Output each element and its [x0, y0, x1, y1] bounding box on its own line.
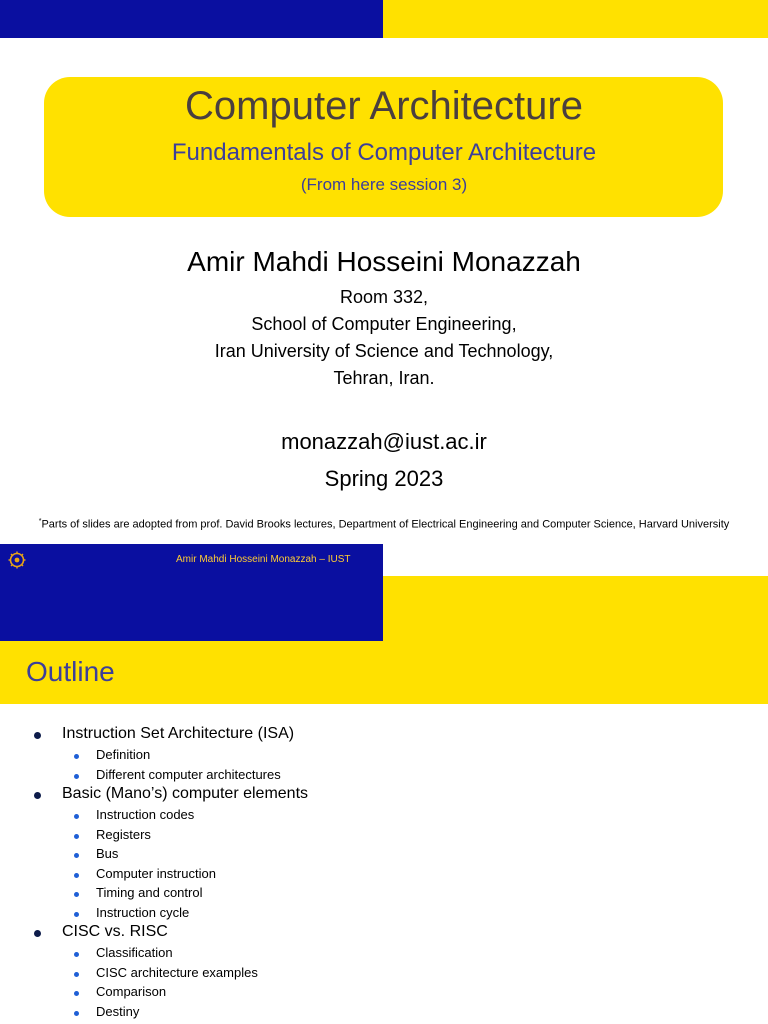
- list-item: Destiny: [30, 1002, 750, 1022]
- list-item: Computer instruction: [30, 864, 750, 884]
- term: Spring 2023: [324, 466, 444, 491]
- list-item: Different computer architectures: [30, 765, 750, 785]
- slide-subtitle: Fundamentals of Computer Architecture: [171, 139, 597, 166]
- list-item: Instruction codes: [30, 805, 750, 825]
- footer-author: Amir Mahdi Hosseini Monazzah – IUST: [176, 554, 351, 565]
- outline-heading: Outline: [26, 656, 115, 687]
- author-email: monazzah@iust.ac.ir: [281, 429, 487, 454]
- session-note: (From here session 3): [300, 175, 468, 194]
- list-item: Registers: [30, 825, 750, 845]
- footnote-mark: *: [38, 518, 42, 525]
- address-line-university: Iran University of Science and Technology,: [214, 341, 554, 361]
- header-white-strip: [383, 544, 768, 576]
- list-item: Classification: [30, 943, 750, 963]
- list-item: Bus: [30, 844, 750, 864]
- top-blue-bar: [0, 0, 383, 38]
- top-yellow-bar: [383, 0, 768, 38]
- list-item: Basic (Mano’s) computer elements: [30, 784, 750, 804]
- list-item: Comparison: [30, 982, 750, 1002]
- list-item: Timing and control: [30, 883, 750, 903]
- footnote: [0, 518, 768, 531]
- outline-list: [30, 724, 750, 1021]
- heading-band: [0, 641, 768, 704]
- university-seal-icon: [8, 551, 26, 569]
- list-item: CISC architecture examples: [30, 963, 750, 983]
- address-line-room: Room 332,: [339, 287, 429, 307]
- list-item: Instruction Set Architecture (ISA): [30, 724, 750, 744]
- footnote-text: Parts of slides are adopted from prof. David Brooks lectures, Department of Electrical Engineering and Computer Science, Harvard University: [41, 518, 730, 531]
- header-yellow-block: [383, 576, 768, 641]
- list-item: CISC vs. RISC: [30, 922, 750, 942]
- list-item: Definition: [30, 745, 750, 765]
- author-name: Amir Mahdi Hosseini Monazzah: [187, 246, 581, 277]
- address-line-city: Tehran, Iran.: [333, 368, 435, 388]
- slide-title: Computer Architecture: [185, 84, 583, 128]
- address-line-school: School of Computer Engineering,: [251, 314, 517, 334]
- list-item: Instruction cycle: [30, 903, 750, 923]
- outline-slide: [0, 544, 768, 1024]
